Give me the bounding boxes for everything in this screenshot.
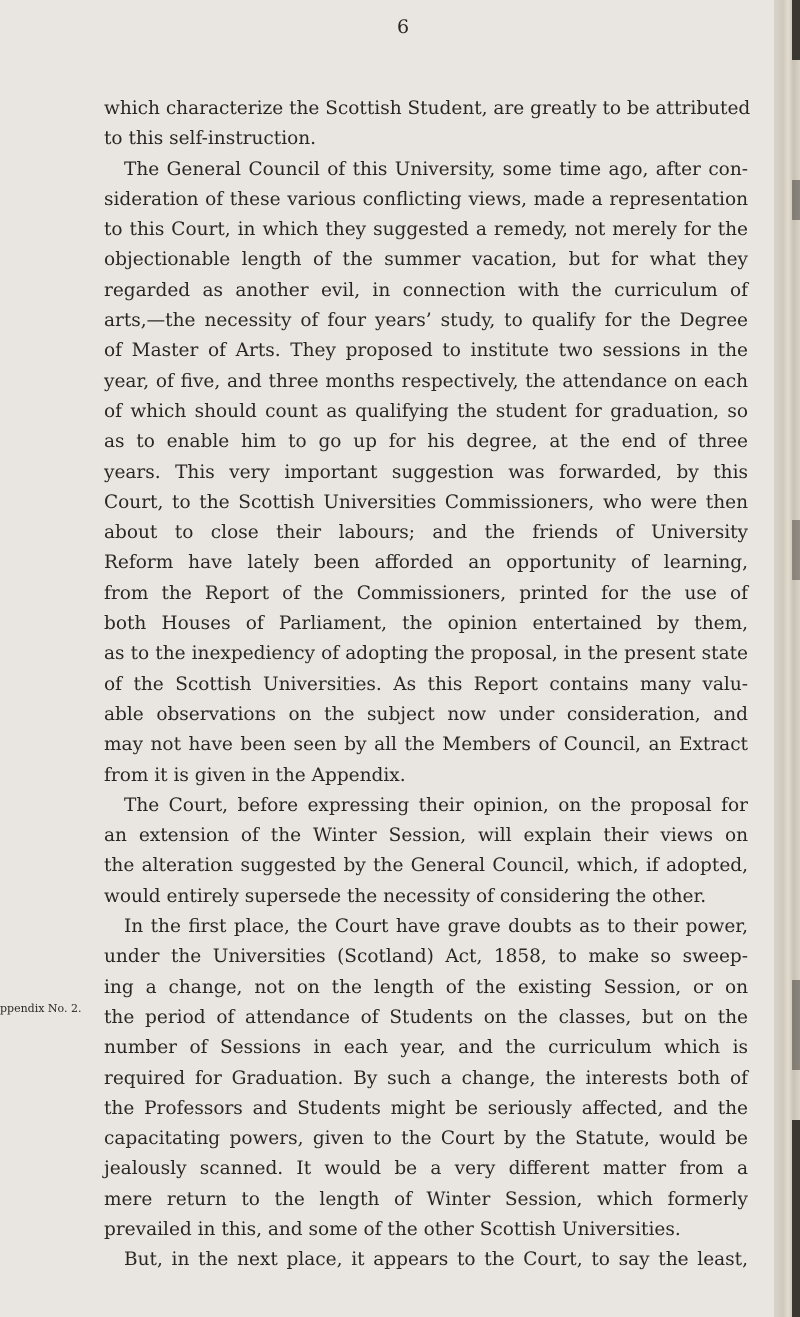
text-line: objectionable length of the summer vacation, but for what they [104,249,748,271]
edge-mark [792,520,800,580]
text-line: jealously scanned. It would be a very different matter from a [104,1158,748,1180]
text-line: of Master of Arts. They proposed to institute two sessions in the [104,340,748,362]
text-line: regarded as another evil, in connection with the curriculum of [104,279,748,301]
text-line: as to the inexpediency of adopting the proposal, in the present state [104,643,748,665]
text-line: the period of attendance of Students on the classes, but on the [104,1006,748,1028]
text-line: under the Universities (Scotland) Act, 1858, to make so sweep- [104,946,748,968]
body-text [104,94,751,1276]
text-line: Court, to the Scottish Universities Commissioners, who were then [104,491,748,513]
text-line: the Professors and Students might be seriously affected, and the [104,1097,748,1119]
text-line: mere return to the length of Winter Session, which formerly [104,1188,748,1210]
text-line: an extension of the Winter Session, will explain their views on [104,825,748,847]
text-line: may not have been seen by all the Members of Council, an Extract [104,734,748,756]
text-line: required for Graduation. By such a change, the interests both of [104,1067,748,1089]
text-line: about to close their labours; and the friends of University [104,522,748,544]
text-line: ing a change, not on the length of the existing Session, or on [104,976,748,998]
edge-mark [792,980,800,1070]
text-line: to this Court, in which they suggested a remedy, not merely for the [104,219,748,241]
page-number: 6 [397,16,410,38]
text-line: both Houses of Parliament, the opinion entertained by them, [104,613,748,635]
text-line: the alteration suggested by the General Council, which, if adopted, [104,855,748,877]
text-line: as to enable him to go up for his degree, at the end of three [104,431,748,453]
edge-mark [792,1120,800,1317]
text-line: sideration of these various conflicting views, made a representation [104,188,748,210]
margin-note: ppendix No. 2. [0,1002,82,1015]
edge-mark [792,180,800,220]
text-line: of the Scottish Universities. As this Report contains many valu- [104,673,748,695]
text-line: able observations on the subject now under consideration, and [104,703,748,725]
page-edge-shadow [774,0,800,1317]
text-line: The Court, before expressing their opinion, on the proposal for [124,794,748,816]
text-line: In the first place, the Court have grave doubts as to their power, [124,916,748,938]
text-line: from the Report of the Commissioners, printed for the use of [104,582,748,604]
text-line: of which should count as qualifying the student for graduation, so [104,400,748,422]
text-line: would entirely supersede the necessity of considering the other. [104,885,707,907]
text-line: arts,—the necessity of four years’ study, to qualify for the Degree [104,310,748,332]
text-line: capacitating powers, given to the Court by the Statute, would be [104,1128,748,1150]
text-line: year, of five, and three months respectively, the attendance on each [104,370,748,392]
text-line: which characterize the Scottish Student, are greatly to be attributed [104,98,751,119]
text-line: years. This very important suggestion was forwarded, by this [104,461,748,483]
text-line: The General Council of this University, some time ago, after con- [124,158,748,180]
text-line: from it is given in the Appendix. [104,764,406,786]
text-line: But, in the next place, it appears to the Court, to say the least, [124,1249,748,1271]
edge-mark [792,0,800,60]
text-line: number of Sessions in each year, and the curriculum which is [104,1037,748,1059]
text-line: to this self-instruction. [104,128,317,150]
text-line: prevailed in this, and some of the other Scottish Universities. [104,1218,681,1240]
text-line: Reform have lately been afforded an opportunity of learning, [104,552,748,574]
